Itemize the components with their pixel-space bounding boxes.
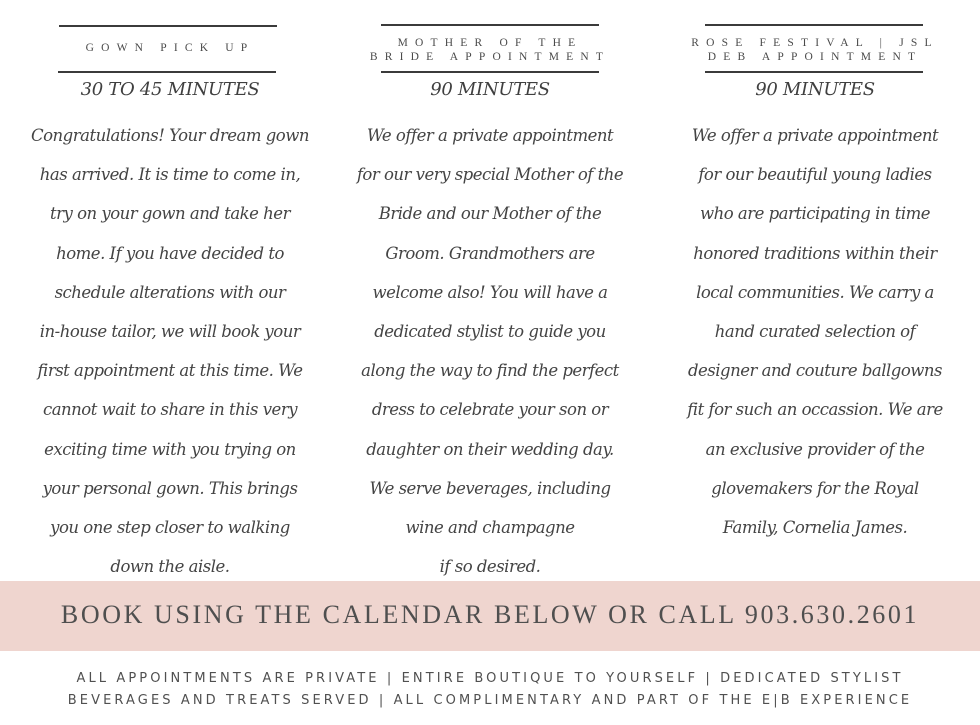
- column-description: [0, 116, 340, 586]
- description-line: down the aisle.: [110, 557, 230, 577]
- description-line: exciting time with you trying on: [44, 439, 296, 459]
- description-line: home. If you have decided to: [56, 243, 284, 263]
- description-line: glovemakers for the Royal: [711, 478, 919, 498]
- description-line: along the way to find the perfect: [361, 361, 619, 381]
- description-line: welcome also! You will have a: [372, 282, 608, 302]
- title-top-rule: [381, 24, 599, 26]
- title-top-rule: [59, 25, 277, 27]
- footer-notes: [0, 668, 980, 712]
- title-top-rule: [705, 24, 923, 26]
- description-line: an exclusive provider of the: [705, 439, 925, 459]
- duration-label: 30 TO 45 MINUTES: [80, 79, 260, 100]
- title-bottom-rule: [58, 71, 276, 73]
- description-line: cannot wait to share in this very: [42, 400, 298, 420]
- column-title-line: GOWN PICK UP: [85, 42, 255, 54]
- column-rose-festival-deb: [655, 0, 975, 580]
- description-line: Family, Cornelia James.: [722, 518, 908, 538]
- footer-line: BEVERAGES AND TREATS SERVED | ALL COMPLIMENTARY AND PART OF THE E|B EXPERIENCE: [67, 693, 913, 708]
- column-title: [330, 36, 650, 64]
- description-line: hand curated selection of: [714, 322, 916, 342]
- description-line: if so desired.: [439, 557, 541, 577]
- column-title-line: BRIDE APPOINTMENT: [369, 51, 611, 63]
- description-line: designer and couture ballgowns: [687, 361, 943, 381]
- column-description: [655, 116, 975, 547]
- column-mother-of-the-bride: [330, 0, 650, 580]
- description-line: dress to celebrate your son or: [371, 400, 609, 420]
- description-line: try on your gown and take her: [50, 204, 290, 224]
- column-title-line: DEB APPOINTMENT: [707, 51, 923, 63]
- duration-label: 90 MINUTES: [430, 79, 550, 100]
- description-line: daughter on their wedding day.: [366, 439, 614, 459]
- description-line: honored traditions within their: [693, 243, 937, 263]
- description-line: for our beautiful young ladies: [698, 165, 932, 185]
- title-bottom-rule: [705, 71, 923, 73]
- description-line: who are participating in time: [699, 204, 931, 224]
- column-title-line: MOTHER OF THE: [397, 37, 583, 49]
- booking-banner: [0, 581, 980, 651]
- description-line: local communities. We carry a: [696, 282, 934, 302]
- description-line: Congratulations! Your dream gown: [31, 126, 309, 145]
- description-line: Bride and our Mother of the: [378, 204, 602, 224]
- column-title: [655, 36, 975, 64]
- column-title-line: ROSE FESTIVAL | JSL: [691, 37, 939, 49]
- title-bottom-rule: [381, 71, 599, 73]
- description-line: fit for such an occassion. We are: [687, 400, 943, 420]
- column-title: [0, 41, 340, 55]
- description-line: first appointment at this time. We: [37, 361, 303, 381]
- duration-label: 90 MINUTES: [755, 79, 875, 100]
- description-line: in-house tailor, we will book your: [39, 322, 301, 342]
- description-line: We offer a private appointment: [366, 126, 614, 145]
- description-line: schedule alterations with our: [54, 282, 286, 302]
- description-line: Groom. Grandmothers are: [385, 243, 595, 263]
- description-line: has arrived. It is time to come in,: [39, 165, 301, 185]
- column-gown-pick-up: [0, 0, 340, 580]
- description-line: We offer a private appointment: [691, 126, 939, 145]
- footer-line: ALL APPOINTMENTS ARE PRIVATE | ENTIRE BOUTIQUE TO YOURSELF | DEDICATED STYLIST: [76, 671, 904, 686]
- description-line: your personal gown. This brings: [42, 478, 298, 498]
- booking-banner-text: BOOK USING THE CALENDAR BELOW OR CALL 903.630.2601: [60, 600, 920, 629]
- description-line: for our very special Mother of the: [356, 165, 624, 185]
- description-line: wine and champagne: [405, 518, 575, 538]
- description-line: dedicated stylist to guide you: [374, 322, 606, 342]
- description-line: We serve beverages, including: [369, 478, 611, 498]
- column-description: [330, 116, 650, 586]
- description-line: you one step closer to walking: [50, 518, 290, 538]
